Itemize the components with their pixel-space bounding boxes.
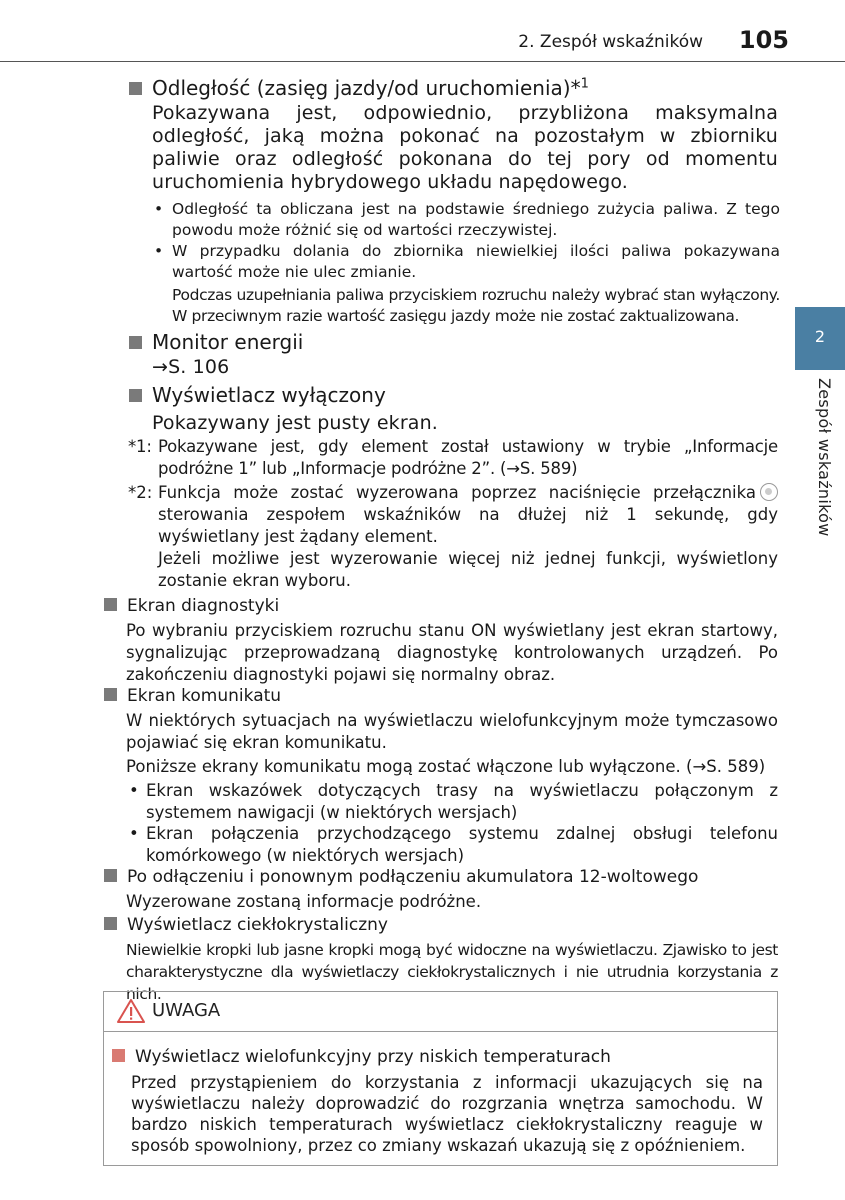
footnote-2 (128, 482, 778, 548)
heading-monitor: Monitor energii (129, 330, 303, 354)
komunikat-bullet-1: • Ekran wskazówek dotyczących trasy na wyświetlaczu połączonym z systemem nawigacji (w niektórych wersjach) (129, 781, 778, 822)
warning-triangle-icon (116, 998, 146, 1024)
heading-komunikat: Ekran komunikatu (104, 686, 281, 706)
warning-title: Wyświetlacz wielofunkcyjny przy niskich temperaturach (112, 1047, 611, 1067)
footnote-2-text-a: Funkcja może zostać wyzerowana poprzez naciśnięcie przełącznika (158, 483, 756, 502)
square-bullet-icon (104, 688, 117, 701)
heading-diagnostyka: Ekran diagnostyki (104, 596, 279, 616)
akumulator-text: Wyzerowane zostaną informacje podróżne. (126, 892, 482, 911)
odleglosc-text: Pokazywana jest, odpowiednio, przybliżona maksymalna odległość, jaką można pokonać na pozostałym w zbiorniku paliwie oraz odległość pokonana do tej pory od momentu uruchomienia hybrydowego układu napędowego. (152, 102, 778, 193)
warning-text: Przed przystąpieniem do korzystania z informacji ukazujących się na wyświetlaczu należy doprowadzić do rozgrzania wnętrza samochodu. W bardzo niskich temperaturach wyświetlacz ciekłokrystaliczny reaguje w sposób spowolniony, przez co zmiany wskazań ukazują się z opóźnieniem. (131, 1073, 763, 1155)
chapter-title: 2. Zespół wskaźników (518, 32, 703, 52)
footnote-2-text-c: Jeżeli możliwe jest wyzerowanie więcej niż jednej funkcji, wyświetlony zostanie ekran wyboru. (158, 549, 778, 590)
chapter-tab (795, 307, 845, 370)
footnote-2-text-b: sterowania zespołem wskaźników na dłużej niż 1 sekundę, gdy wyświetlany jest żądany element. (158, 505, 778, 546)
odleglosc-bullet-1: • Odległość ta obliczana jest na podstawie średniego zużycia paliwa. Z tego powodu może różnić się od wartości rzeczywistej. (154, 200, 780, 239)
wylaczony-text: Pokazywany jest pusty ekran. (152, 412, 438, 434)
square-bullet-icon (129, 389, 142, 402)
odleglosc-bullet-2: • W przypadku dolania do zbiornika niewielkiej ilości paliwa pokazywana wartość może nie ulec zmianie. (154, 242, 780, 281)
page-header (0, 26, 845, 56)
komunikat-bullet-2: • Ekran połączenia przychodzącego systemu zdalnej obsługi telefonu komórkowego (w niektórych wersjach) (129, 824, 778, 865)
heading-wylaczony: Wyświetlacz wyłączony (129, 383, 386, 407)
diagnostyka-text: Po wybraniu przyciskiem rozruchu stanu ON wyświetlany jest ekran startowy, sygnalizując przeprowadzaną diagnostykę kontrolowanych urządzeń. Po zakończeniu diagnostyki pojawi się normalny obraz. (126, 621, 778, 684)
warning-box (103, 991, 778, 1166)
heading-odleglosc-text: Odległość (zasięg jazdy/od uruchomienia)* (152, 76, 581, 100)
footnote-1-mark: *1: (128, 437, 152, 456)
footnote-2-mark: *2: (128, 483, 153, 502)
square-bullet-icon (112, 1049, 125, 1062)
heading-odleglosc (129, 76, 589, 100)
warning-label: UWAGA (152, 1000, 221, 1021)
komunikat-text-2: Poniższe ekrany komunikatu mogą zostać włączone lub wyłączone. (→S. 589) (126, 757, 766, 776)
meter-control-switch-icon (760, 483, 778, 501)
square-bullet-icon (129, 336, 142, 349)
heading-akumulator: Po odłączeniu i ponownym podłączeniu akumulatora 12-woltowego (104, 867, 698, 887)
header-divider (0, 61, 845, 62)
side-chapter-title: Zespół wskaźników (815, 378, 834, 537)
footnote-2-cont (128, 548, 778, 592)
chapter-tab-number: 2 (814, 327, 826, 346)
heading-lcd: Wyświetlacz ciekłokrystaliczny (104, 915, 388, 935)
square-bullet-icon (104, 917, 117, 930)
square-bullet-icon (104, 869, 117, 882)
square-bullet-icon (129, 82, 142, 95)
odleglosc-bullet-2-cont: Podczas uzupełniania paliwa przyciskiem rozruchu należy wybrać stan wyłączony. W przeciwnym razie wartość zasięgu jazdy może nie zostać zaktualizowana. (172, 286, 780, 325)
footnote-1 (128, 436, 778, 480)
komunikat-text-1: W niektórych sytuacjach na wyświetlaczu wielofunkcyjnym może tymczasowo pojawiać się ekran komunikatu. (126, 711, 778, 752)
footnote-1-text: Pokazywane jest, gdy element został ustawiony w trybie „Informacje podróżne 1” lub „Informacje podróżne 2”. (→S. 589) (158, 437, 778, 478)
footnote-ref-1: 1 (580, 76, 589, 92)
warning-header (104, 992, 777, 1032)
lcd-text: Niewielkie kropki lub jasne kropki mogą być widoczne na wyświetlaczu. Zjawisko to jest charakterystyczne dla wyświetlaczy ciekłokrystalicznych i nie utrudnia korzystania z nich. (126, 941, 778, 1003)
square-bullet-icon (104, 598, 117, 611)
monitor-ref-link[interactable]: →S. 106 (152, 356, 230, 378)
page-number: 105 (738, 26, 789, 54)
